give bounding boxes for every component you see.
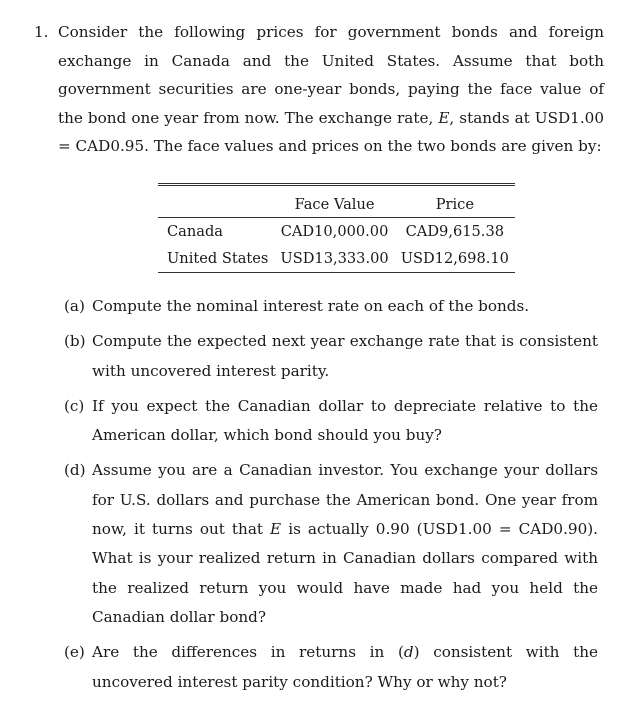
canada-price: CAD9,615.38 [405,223,505,240]
part-label: (e) [64,643,85,662]
intro-variable: E [438,108,450,127]
table-row [158,245,515,273]
sub-question-a [64,292,598,321]
canada-face-value: CAD10,000.00 [280,223,389,240]
problem-intro [58,18,604,161]
part-label: (d) [64,461,86,480]
bond-table-wrapper [158,183,509,273]
table-row [158,218,515,246]
intro-text-2: , stands at USD1.00 = CAD0.95. The face values and prices on the two bonds are given by: [58,108,604,156]
part-text-cont: ) consistent with the uncovered interest parity condition? Why or why not? [92,643,598,691]
part-label: (c) [64,396,85,415]
table-header-face-value: Face Value [274,185,394,218]
part-variable: E [270,520,282,539]
row-label-canada: Canada [167,223,224,240]
sub-questions [64,292,598,703]
sub-question-c [64,392,598,451]
table-header-price: Price [395,185,515,218]
part-label: (b) [64,332,86,351]
part-text: If you expect the Canadian dollar to depreciate relative to the American dollar, which bond should you buy? [92,396,598,445]
sub-question-d [64,456,598,632]
part-text: Compute the expected next year exchange rate that is consistent with uncovered interest parity. [92,332,598,380]
part-text: Assume you are a Canadian investor. You exchange your dollars for U.S. dollars and purchase the American bond. One year from now, it turns out that [92,461,598,539]
bond-table [158,183,515,273]
part-text: Compute the nominal interest rate on each of the bonds. [92,297,530,315]
us-price: USD12,698.10 [400,250,509,267]
table-header-row [158,185,515,218]
part-text: Are the differences in returns in ( [92,643,404,662]
part-text-cont: is actually 0.90 (USD1.00 = CAD0.90). What is your realized return in Canadian dollars compared with the realized return you would have made had you held the Canadian dollar bond? [92,520,598,626]
intro-text-1: Consider the following prices for government bonds and foreign exchange in Canada and the United States. Assume that both government securities are one-year bonds, paying the face value of the bond one year from now. The exchange rate, [58,23,604,127]
sub-question-e [64,638,598,697]
problem-number: 1. [34,23,49,41]
table-header-blank [158,185,274,218]
part-label: (a) [64,297,85,315]
row-label-united-states: United States [167,250,269,267]
problem-statement [34,18,604,161]
sub-question-b [64,327,598,386]
part-variable: d [403,643,414,662]
us-face-value: USD13,333.00 [280,250,389,267]
